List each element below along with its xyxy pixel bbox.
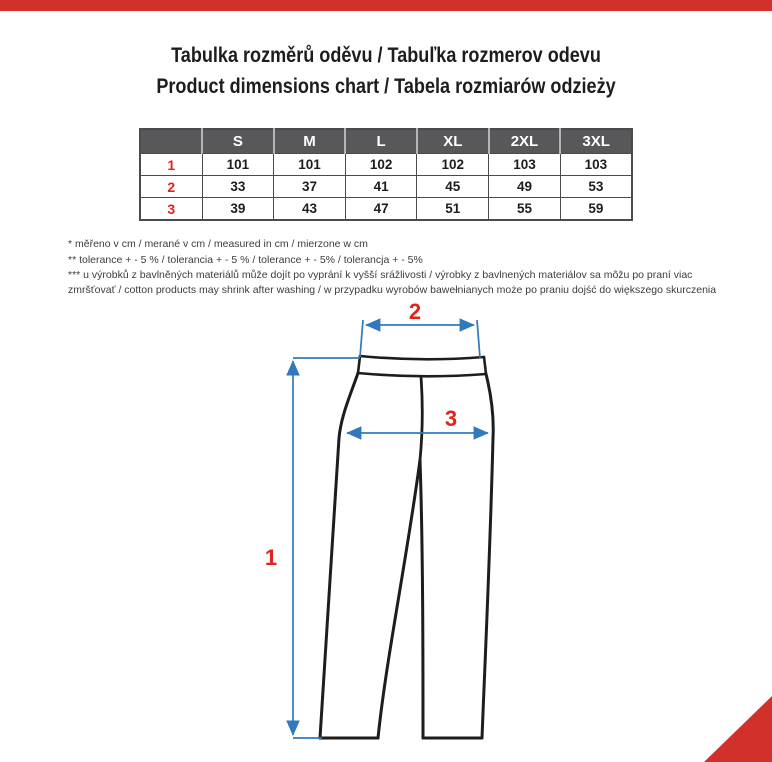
right-leg-inseam <box>420 460 423 738</box>
corner-accent-triangle <box>704 696 772 762</box>
cell-value: 103 <box>560 154 632 176</box>
size-table-corner-cell <box>140 129 202 154</box>
cell-value: 101 <box>202 154 274 176</box>
table-row-dimension-1 <box>140 154 632 176</box>
dim-arrow-2 <box>360 320 480 358</box>
footnote-tolerance: ** tolerance + - 5 % / tolerancia + - 5 % / tolerance + - 5% / tolerancja + - 5% <box>68 253 423 266</box>
page-title-line2: Product dimensions chart / Tabela rozmiarów odzieży <box>156 75 616 98</box>
dim-arrow-1 <box>293 358 360 738</box>
cell-value: 33 <box>202 176 274 198</box>
right-leg-outer-edge <box>482 374 493 738</box>
left-leg-outer-edge <box>320 373 358 738</box>
footnote-measured-in-cm: * měřeno v cm / merané v cm / measured in cm / mierzone w cm <box>68 238 368 250</box>
cell-value: 47 <box>345 198 417 221</box>
center-rise-seam <box>420 377 422 460</box>
size-header-m: M <box>274 129 346 154</box>
row-label: 2 <box>140 176 202 198</box>
dim2-witness-left <box>360 320 363 357</box>
cell-value: 49 <box>489 176 561 198</box>
cell-value: 39 <box>202 198 274 221</box>
footnotes <box>68 237 720 297</box>
cell-value: 43 <box>274 198 346 221</box>
cell-value: 51 <box>417 198 489 221</box>
cell-value: 41 <box>345 176 417 198</box>
cell-value: 101 <box>274 154 346 176</box>
row-label: 1 <box>140 154 202 176</box>
page-title-line1: Tabulka rozměrů oděvu / Tabuľka rozmerov odevu <box>171 44 601 67</box>
size-table <box>139 128 633 221</box>
cell-value: 103 <box>489 154 561 176</box>
waistband-right-edge <box>484 357 486 374</box>
cell-value: 55 <box>489 198 561 221</box>
table-row-dimension-3 <box>140 198 632 221</box>
cell-value: 45 <box>417 176 489 198</box>
footnote-cotton-shrinkage: *** u výrobků z bavlněných materiálů může dojít po vyprání k vyšší srážlivosti / výrobky z bavlnených materiálov sa môžu po praní viac zmršťovať / cotton products may shrink after washing / w przypadku wyrobów bawełnianych może po praniu dojść do większego skurczenia <box>68 269 717 296</box>
header-bar <box>0 0 772 11</box>
size-header-l: L <box>345 129 417 154</box>
cell-value: 37 <box>274 176 346 198</box>
dim-label-2: 2 <box>408 299 422 324</box>
size-header-s: S <box>202 129 274 154</box>
size-table-header-row <box>140 129 632 154</box>
size-header-3xl: 3XL <box>560 129 632 154</box>
left-leg-inseam <box>378 460 420 738</box>
size-header-xl: XL <box>417 129 489 154</box>
dimension-arrows <box>293 320 488 738</box>
pants-diagram <box>255 298 520 750</box>
dim-label-3: 3 <box>444 406 458 431</box>
cell-value: 53 <box>560 176 632 198</box>
cell-value: 102 <box>345 154 417 176</box>
dim-label-1: 1 <box>264 545 278 570</box>
waistband-bottom-edge <box>358 373 486 376</box>
pants-outline <box>320 356 493 738</box>
cell-value: 102 <box>417 154 489 176</box>
size-header-2xl: 2XL <box>489 129 561 154</box>
row-label: 3 <box>140 198 202 221</box>
waistband-top-edge <box>360 356 484 359</box>
table-row-dimension-2 <box>140 176 632 198</box>
dim2-witness-right <box>477 320 480 358</box>
cell-value: 59 <box>560 198 632 221</box>
